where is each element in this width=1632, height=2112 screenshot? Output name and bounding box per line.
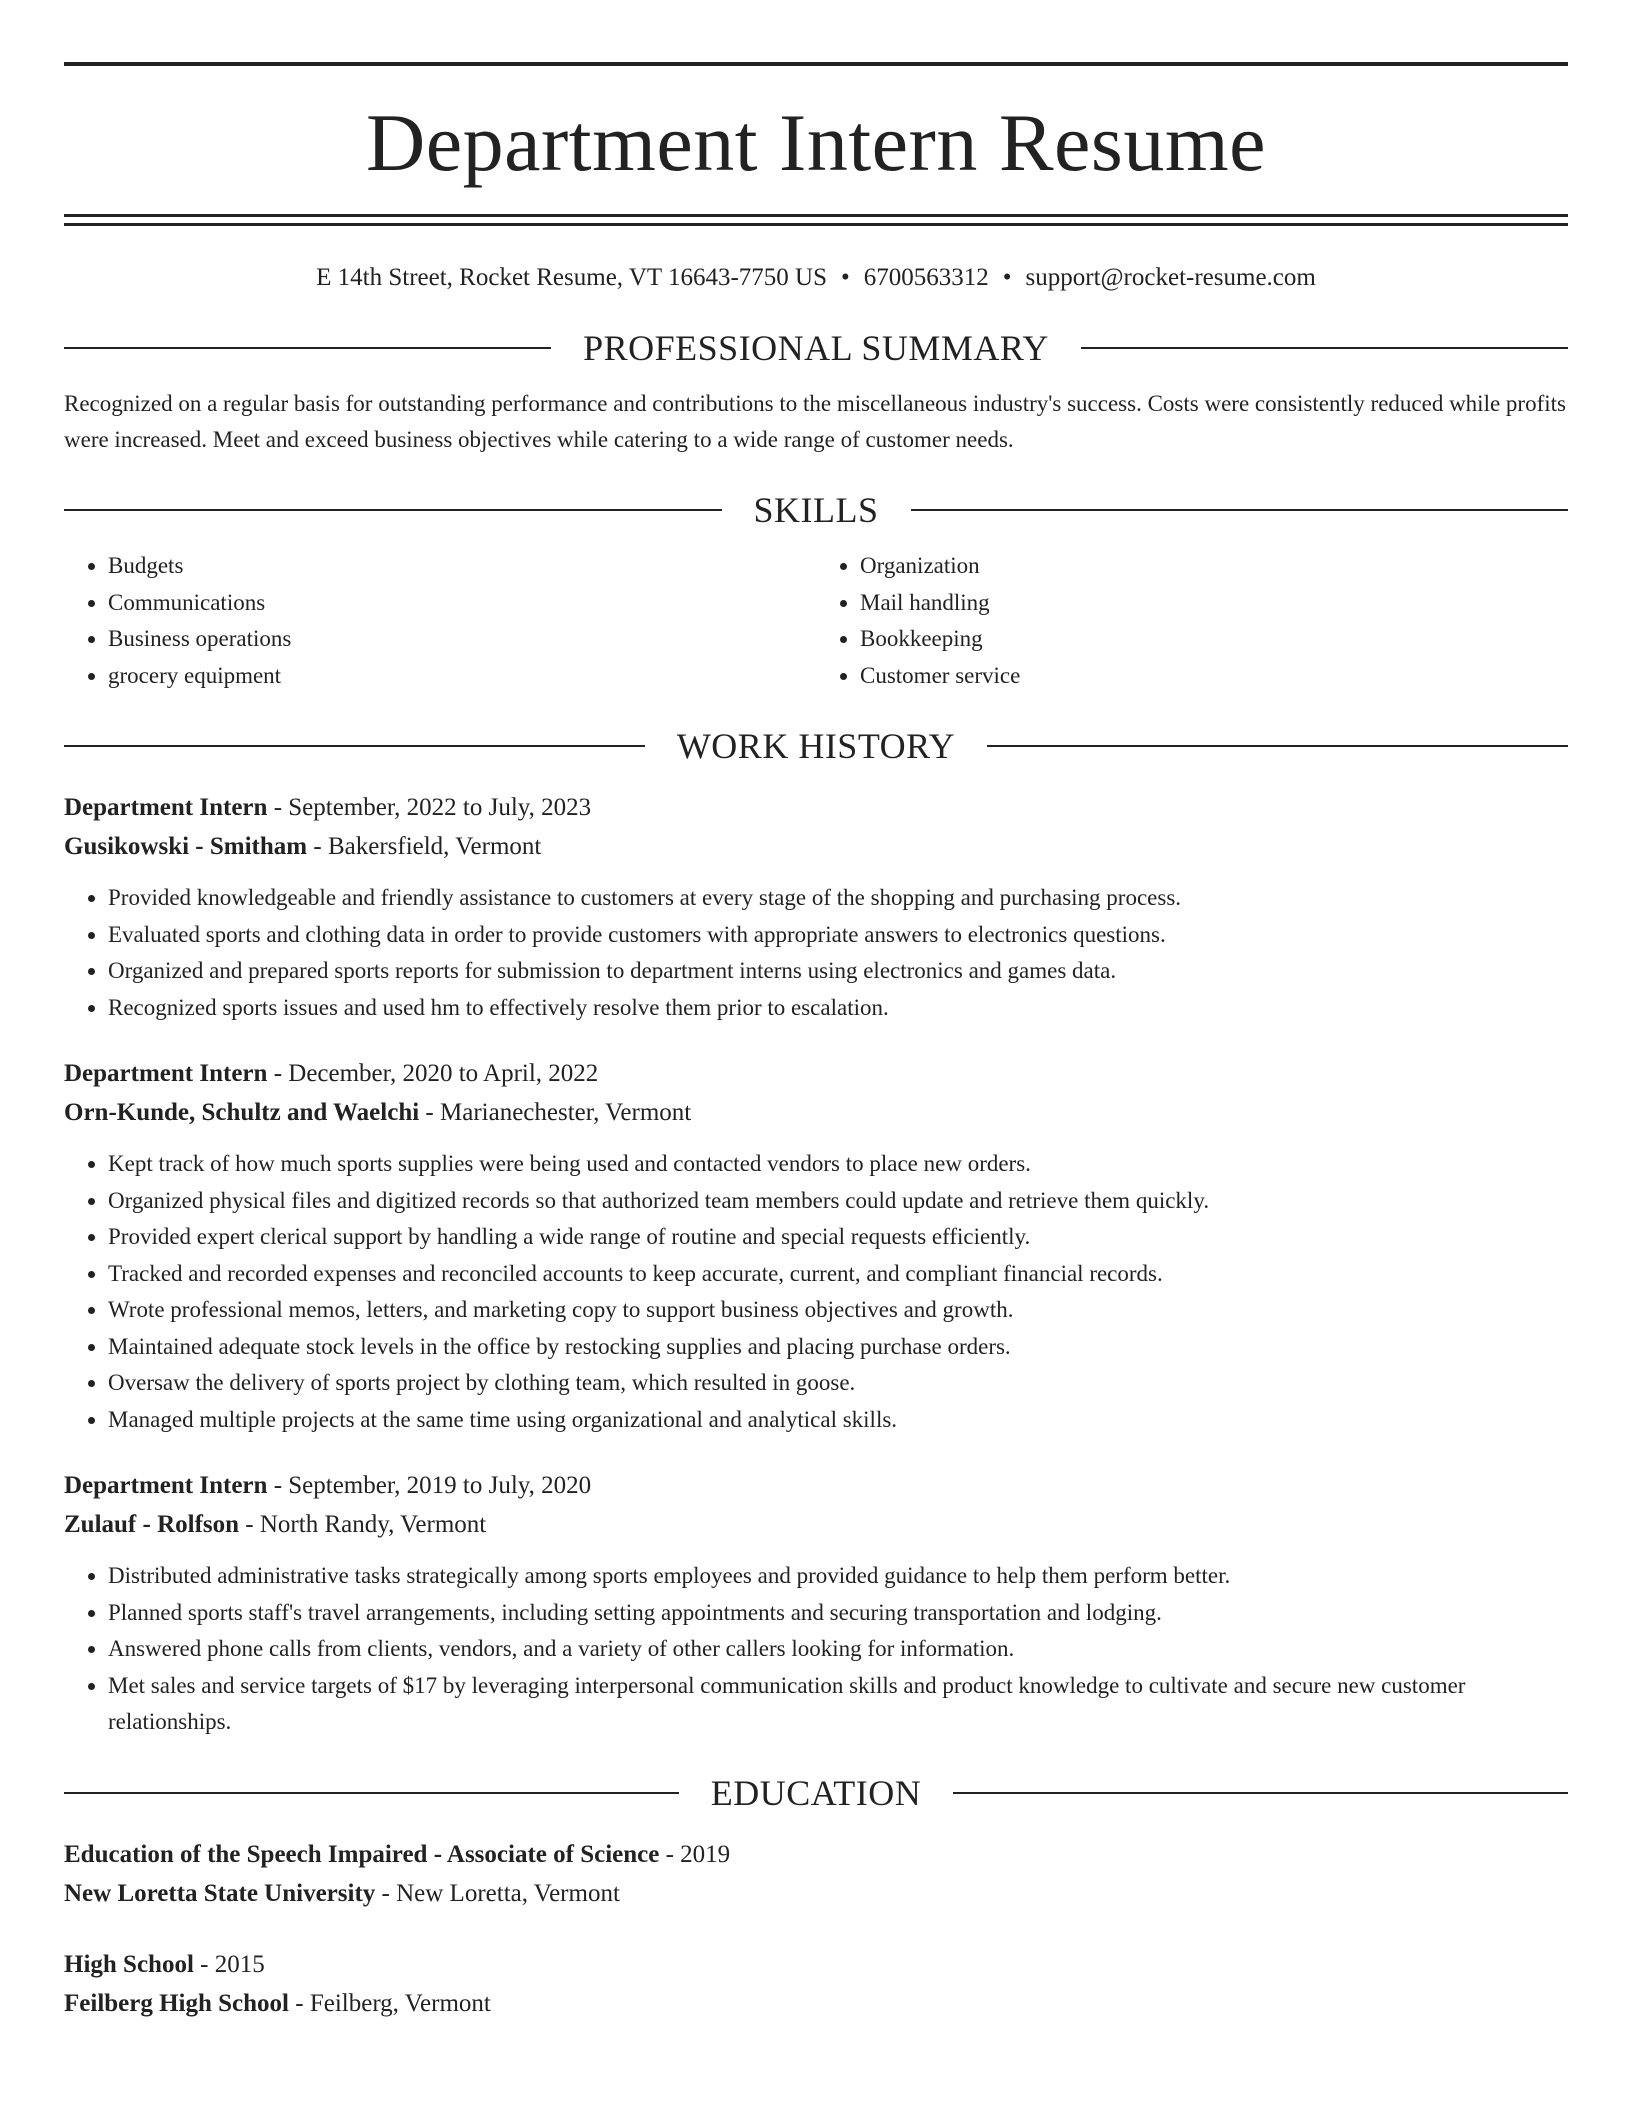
contact-phone: 6700563312 (863, 264, 989, 291)
job-entry (64, 788, 1568, 1026)
job-bullet: • Met sales and service targets of $17 by leveraging interpersonal communication skills and product knowledge to cultivate and secure new customer relationships. (108, 1668, 1568, 1741)
job-role: Department Intern (64, 1472, 268, 1499)
education-degree: Education of the Speech Impaired - Associate of Science (64, 1840, 660, 1868)
job-bullet: • Distributed administrative tasks strategically among sports employees and provided guidance to help them perform better. (108, 1558, 1568, 1595)
education-entry (64, 1945, 1568, 2023)
section-rule (1081, 347, 1568, 349)
skill-item: • Communications (108, 585, 816, 622)
job-company: Orn-Kunde, Schultz and Waelchi (64, 1099, 420, 1126)
contact-address: E 14th Street, Rocket Resume, VT 16643-7750 US (316, 264, 827, 291)
section-header-skills (64, 484, 1568, 536)
education-degree-line (64, 1835, 1568, 1874)
education-location: - Feilberg, Vermont (289, 1989, 491, 2017)
contact-email: support@rocket-resume.com (1025, 264, 1316, 291)
education-degree: High School (64, 1950, 194, 1978)
job-bullet: • Kept track of how much sports supplies were being used and contacted vendors to place new orders. (108, 1146, 1568, 1183)
job-bullets (64, 1146, 1568, 1438)
section-rule (64, 509, 722, 511)
job-bullet: • Recognized sports issues and used hm to effectively resolve them prior to escalation. (108, 990, 1568, 1027)
section-rule (911, 509, 1569, 511)
job-entry (64, 1466, 1568, 1741)
contact-separator: • (1002, 264, 1012, 291)
education-degree-line (64, 1945, 1568, 1984)
section-title: PROFESSIONAL SUMMARY (583, 328, 1049, 368)
job-bullet: • Provided knowledgeable and friendly assistance to customers at every stage of the shopping and purchasing process. (108, 880, 1568, 917)
job-bullet: • Tracked and recorded expenses and reconciled accounts to keep accurate, current, and compliant financial records. (108, 1256, 1568, 1293)
job-company: Gusikowski - Smitham (64, 833, 308, 860)
top-rule (64, 62, 1568, 66)
section-title: SKILLS (753, 490, 879, 530)
job-bullet: • Maintained adequate stock levels in the office by restocking supplies and placing purchase orders. (108, 1329, 1568, 1366)
section-header-summary (64, 322, 1568, 374)
job-title-line (64, 788, 1568, 827)
education-school: New Loretta State University (64, 1879, 376, 1907)
job-bullet: • Managed multiple projects at the same time using organizational and analytical skills. (108, 1402, 1568, 1439)
job-bullet: • Planned sports staff's travel arrangements, including setting appointments and securing transportation and lodging. (108, 1595, 1568, 1632)
job-title-line (64, 1054, 1568, 1093)
contact-line (64, 260, 1568, 296)
education-school: Feilberg High School (64, 1989, 289, 2017)
job-dates: - September, 2019 to July, 2020 (267, 1472, 592, 1499)
section-rule (953, 1792, 1568, 1794)
double-rule (64, 214, 1568, 226)
job-company-line (64, 1093, 1568, 1132)
skill-item: • Customer service (860, 658, 1568, 695)
job-bullets (64, 880, 1568, 1026)
resume-page (64, 62, 1568, 2023)
education-year: - 2015 (193, 1950, 265, 1978)
skill-item: • Bookkeeping (860, 621, 1568, 658)
skills-list (64, 548, 1568, 694)
skills-column-right (816, 548, 1568, 694)
education-school-line (64, 1984, 1568, 2023)
education-entry (64, 1835, 1568, 1913)
section-rule (64, 745, 645, 747)
skill-item: • grocery equipment (108, 658, 816, 695)
job-bullets (64, 1558, 1568, 1741)
job-location: - Marianechester, Vermont (419, 1099, 692, 1126)
skill-item: • Budgets (108, 548, 816, 585)
skill-item: • Business operations (108, 621, 816, 658)
job-bullet: • Answered phone calls from clients, vendors, and a variety of other callers looking for information. (108, 1631, 1568, 1668)
job-location: - Bakersfield, Vermont (307, 833, 542, 860)
job-dates: - December, 2020 to April, 2022 (267, 1060, 599, 1087)
job-bullet: • Wrote professional memos, letters, and marketing copy to support business objectives and growth. (108, 1292, 1568, 1329)
job-bullet: • Organized physical files and digitized records so that authorized team members could update and retrieve them quickly. (108, 1183, 1568, 1220)
contact-separator: • (841, 264, 850, 291)
resume-title: Department Intern Resume (365, 97, 1267, 188)
job-company-line (64, 827, 1568, 866)
job-role: Department Intern (64, 1060, 268, 1087)
section-rule (64, 347, 551, 349)
section-header-work (64, 720, 1568, 772)
job-company-line (64, 1505, 1568, 1544)
job-title-line (64, 1466, 1568, 1505)
job-bullet: • Oversaw the delivery of sports project by clothing team, which resulted in goose. (108, 1365, 1568, 1402)
summary-text: Recognized on a regular basis for outstanding performance and contributions to the miscellaneous industry's success. Costs were consistently reduced while profits were increased. Meet and exceed business objectives while catering to a wide range of customer needs. (64, 391, 1566, 452)
education-year: - 2019 (659, 1840, 731, 1868)
education-location: - New Loretta, Vermont (375, 1879, 620, 1907)
section-title: WORK HISTORY (676, 726, 956, 766)
skill-item: • Mail handling (860, 585, 1568, 622)
section-header-education (64, 1767, 1568, 1819)
skill-item: • Organization (860, 548, 1568, 585)
job-bullet: • Provided expert clerical support by handling a wide range of routine and special requests efficiently. (108, 1219, 1568, 1256)
job-location: - North Randy, Vermont (239, 1511, 487, 1538)
section-rule (64, 1792, 679, 1794)
job-company: Zulauf - Rolfson (64, 1511, 240, 1538)
job-dates: - September, 2022 to July, 2023 (267, 794, 592, 821)
job-bullet: • Organized and prepared sports reports for submission to department interns using electronics and games data. (108, 953, 1568, 990)
job-entry (64, 1054, 1568, 1438)
job-bullet: • Evaluated sports and clothing data in order to provide customers with appropriate answers to electronics questions. (108, 917, 1568, 954)
job-role: Department Intern (64, 794, 268, 821)
section-title: EDUCATION (710, 1772, 922, 1813)
skills-column-left (64, 548, 816, 694)
education-school-line (64, 1874, 1568, 1913)
section-rule (987, 745, 1568, 747)
